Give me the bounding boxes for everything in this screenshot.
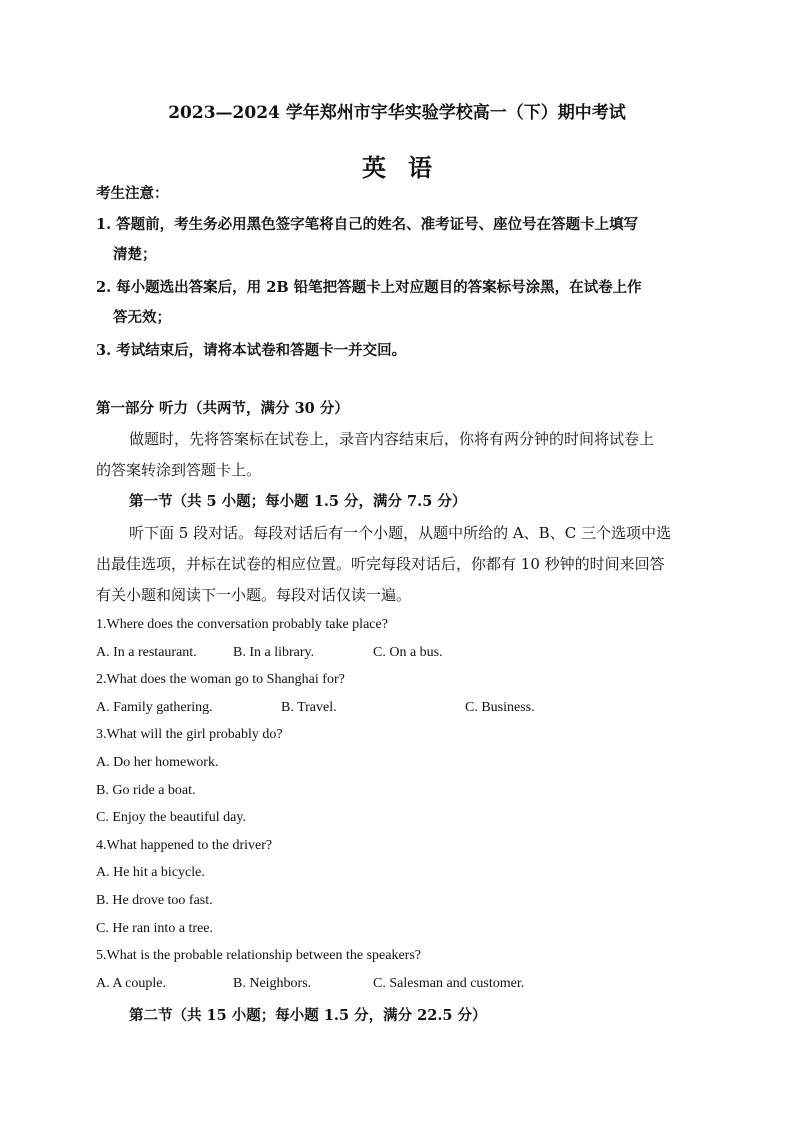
- question-2: 2.What does the woman go to Shanghai for?: [96, 672, 345, 687]
- question-3-option-c: C. Enjoy the beautiful day.: [96, 810, 246, 825]
- section1-desc-line-3: 有关小题和阅读下一小题。每段对话仅读一遍。: [96, 586, 412, 604]
- part1-intro-line-2: 的答案转涂到答题卡上。: [96, 461, 262, 479]
- question-5-option-c: C. Salesman and customer.: [373, 976, 525, 991]
- notice-item-3: 3. 考试结束后，请将本试卷和答题卡一并交回。: [96, 342, 407, 359]
- notice-item-2-line-2: 答无效；: [113, 309, 171, 326]
- question-1-option-a: A. In a restaurant.: [96, 645, 197, 660]
- notice-heading: 考生注意：: [96, 185, 169, 202]
- question-3-option-b: B. Go ride a boat.: [96, 783, 196, 798]
- question-5-option-b: B. Neighbors.: [233, 976, 312, 991]
- question-5-option-a: A. A couple.: [96, 976, 166, 991]
- notice-item-2-line-1: 2. 每小题选出答案后，用 2B 铅笔把答题卡上对应题目的答案标号涂黑，在试卷上作: [96, 279, 642, 296]
- question-4-option-c: C. He ran into a tree.: [96, 921, 214, 936]
- question-1: 1.Where does the conversation probably take place?: [96, 617, 388, 632]
- question-5: 5.What is the probable relationship between the speakers?: [96, 948, 421, 963]
- question-3-option-a: A. Do her homework.: [96, 755, 219, 770]
- part1-intro-line-1: 做题时，先将答案标在试卷上，录音内容结束后，你将有两分钟的时间将试卷上: [129, 430, 655, 448]
- question-4: 4.What happened to the driver?: [96, 838, 273, 853]
- question-4-option-b: B. He drove too fast.: [96, 893, 213, 908]
- section1-heading: 第一节（共 5 小题；每小题 1.5 分，满分 7.5 分）: [129, 493, 467, 510]
- question-1-option-b: B. In a library.: [233, 645, 315, 660]
- question-3: 3.What will the girl probably do?: [96, 727, 283, 742]
- question-2-option-c: C. Business.: [465, 700, 535, 715]
- question-4-option-a: A. He hit a bicycle.: [96, 865, 205, 880]
- question-2-option-b: B. Travel.: [281, 700, 337, 715]
- question-1-option-c: C. On a bus.: [373, 645, 443, 660]
- notice-item-1-line-1: 1. 答题前，考生务必用黑色签字笔将自己的姓名、准考证号、座位号在答题卡上填写: [96, 216, 639, 233]
- exam-title: 2023—2024 学年郑州市宇华实验学校高一（下）期中考试: [168, 103, 626, 123]
- section1-desc-line-1: 听下面 5 段对话。每段对话后有一个小题，从题中所给的 A、B、C 三个选项中选: [129, 524, 671, 542]
- question-2-option-a: A. Family gathering.: [96, 700, 213, 715]
- notice-item-1-line-2: 清楚；: [113, 246, 157, 263]
- section2-heading: 第二节（共 15 小题；每小题 1.5 分，满分 22.5 分）: [129, 1007, 487, 1024]
- subject-title: 英语: [362, 153, 454, 182]
- section1-desc-line-2: 出最佳选项，并标在试卷的相应位置。听完每段对话后，你都有 10 秒钟的时间来回答: [96, 555, 665, 573]
- part1-heading: 第一部分 听力（共两节，满分 30 分）: [96, 400, 349, 417]
